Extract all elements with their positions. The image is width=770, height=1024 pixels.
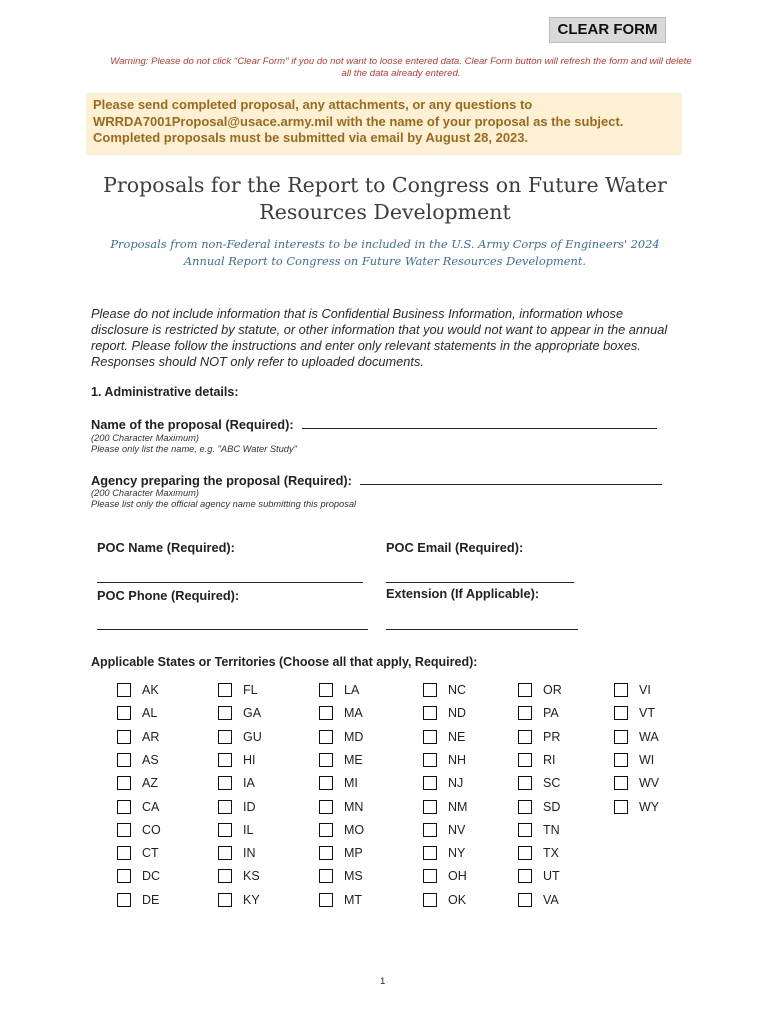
state-label-id: ID [243,799,256,814]
state-label-wy: WY [639,799,660,814]
state-label-me: ME [344,752,363,767]
state-checkbox-wa[interactable] [614,730,628,744]
state-label-hi: HI [243,752,256,767]
state-checkbox-gu[interactable] [218,730,232,744]
state-checkbox-va[interactable] [518,893,532,907]
state-label-az: AZ [142,776,158,791]
poc-name-field[interactable] [97,582,363,583]
state-label-ma: MA [344,706,363,721]
state-checkbox-nv[interactable] [423,823,437,837]
state-checkbox-wy[interactable] [614,800,628,814]
extension-field[interactable] [386,629,578,630]
state-checkbox-sd[interactable] [518,800,532,814]
state-checkbox-oh[interactable] [423,869,437,883]
state-checkbox-md[interactable] [319,730,333,744]
state-label-ar: AR [142,729,160,744]
state-checkbox-or[interactable] [518,683,532,697]
state-checkbox-dc[interactable] [117,869,131,883]
agency-label: Agency preparing the proposal (Required): [91,473,352,488]
proposal-name-field[interactable] [302,416,657,429]
state-checkbox-pr[interactable] [518,730,532,744]
clear-form-button[interactable]: CLEAR FORM [549,17,666,43]
state-label-pr: PR [543,729,561,744]
page-subtitle: Proposals from non-Federal interests to be included in the U.S. Army Corps of Engineers' 2024 Annual Report to Congress on Future Water Resources Development. [110,237,660,268]
state-checkbox-az[interactable] [117,776,131,790]
state-checkbox-sc[interactable] [518,776,532,790]
state-label-ok: OK [448,892,467,907]
state-checkbox-nj[interactable] [423,776,437,790]
state-checkbox-ky[interactable] [218,893,232,907]
state-checkbox-id[interactable] [218,800,232,814]
state-label-nh: NH [448,752,467,767]
state-label-mt: MT [344,892,363,907]
state-label-vt: VT [639,706,655,721]
state-checkbox-vt[interactable] [614,706,628,720]
state-label-pa: PA [543,706,559,721]
state-label-wv: WV [639,776,660,791]
state-label-ct: CT [142,846,159,861]
state-checkbox-ny[interactable] [423,846,437,860]
state-checkbox-al[interactable] [117,706,131,720]
clear-form-warning: Warning: Please do not click "Clear Form" if you do not want to loose entered data. Clear Form button will refresh the form and will delete all the data already entered. [110,56,692,79]
state-label-oh: OH [448,869,467,884]
state-label-tn: TN [543,822,560,837]
state-label-va: VA [543,892,559,907]
agency-field[interactable] [360,472,662,485]
state-checkbox-ma[interactable] [319,706,333,720]
state-label-in: IN [243,846,256,861]
state-checkbox-me[interactable] [319,753,333,767]
state-checkbox-ar[interactable] [117,730,131,744]
poc-email-label: POC Email (Required): [386,540,524,555]
state-label-ky: KY [243,892,260,907]
state-label-dc: DC [142,869,161,884]
page-number: 1 [380,976,386,987]
state-checkbox-nm[interactable] [423,800,437,814]
state-checkbox-ms[interactable] [319,869,333,883]
proposal-name-hint-limit: (200 Character Maximum) [91,433,199,443]
state-label-ks: KS [243,869,260,884]
state-label-sd: SD [543,799,561,814]
state-label-ny: NY [448,846,466,861]
state-label-de: DE [142,892,160,907]
state-label-nd: ND [448,706,467,721]
state-label-fl: FL [243,683,258,697]
state-checkbox-hi[interactable] [218,753,232,767]
state-label-mn: MN [344,799,364,814]
proposal-name-hint-example: Please only list the name, e.g. "ABC Water Study" [91,444,297,454]
state-label-vi: VI [639,683,651,697]
state-label-nv: NV [448,822,466,837]
state-label-as: AS [142,752,159,767]
state-label-nj: NJ [448,776,464,791]
proposal-name-row [91,416,671,434]
state-checkbox-ia[interactable] [218,776,232,790]
state-label-ia: IA [243,776,255,791]
state-checkbox-vi[interactable] [614,683,628,697]
state-label-co: CO [142,822,161,837]
state-label-la: LA [344,683,360,697]
state-label-tx: TX [543,846,559,861]
extension-label: Extension (If Applicable): [386,586,540,601]
state-checkbox-ut[interactable] [518,869,532,883]
state-label-nc: NC [448,683,467,697]
state-label-ri: RI [543,752,556,767]
state-label-gu: GU [243,729,262,744]
state-label-ga: GA [243,706,262,721]
state-checkbox-tx[interactable] [518,846,532,860]
state-label-ca: CA [142,799,160,814]
state-checkbox-de[interactable] [117,893,131,907]
state-checkbox-la[interactable] [319,683,333,697]
admin-section-heading: 1. Administrative details: [91,385,239,399]
state-checkbox-tn[interactable] [518,823,532,837]
poc-phone-field[interactable] [97,629,368,630]
state-checkbox-nh[interactable] [423,753,437,767]
state-label-sc: SC [543,776,561,791]
state-label-ak: AK [142,683,159,697]
poc-email-field[interactable] [386,582,574,583]
submission-notice: Please send completed proposal, any attachments, or any questions to WRRDA7001Proposal@usace.army.mil with the name of your proposal as the subject. Completed proposals must be submitted via email by August 28, 2023. [86,93,682,155]
state-checkbox-ak[interactable] [117,683,131,697]
state-label-ut: UT [543,869,560,884]
state-checkbox-ca[interactable] [117,800,131,814]
proposal-name-label: Name of the proposal (Required): [91,417,294,432]
state-checkbox-co[interactable] [117,823,131,837]
state-label-md: MD [344,729,364,744]
state-checkbox-nd[interactable] [423,706,437,720]
state-checkbox-mp[interactable] [319,846,333,860]
state-checkbox-mi[interactable] [319,776,333,790]
state-label-al: AL [142,706,158,721]
agency-hint-limit: (200 Character Maximum) [91,488,199,498]
state-checkbox-fl[interactable] [218,683,232,697]
state-checkbox-ri[interactable] [518,753,532,767]
state-checkbox-ok[interactable] [423,893,437,907]
state-checkbox-wi[interactable] [614,753,628,767]
state-checkbox-wv[interactable] [614,776,628,790]
page-title: Proposals for the Report to Congress on Future Water Resources Development [103,173,667,224]
state-checkbox-mn[interactable] [319,800,333,814]
state-label-wi: WI [639,752,655,767]
state-checkbox-mo[interactable] [319,823,333,837]
state-checkbox-nc[interactable] [423,683,437,697]
state-label-ne: NE [448,729,466,744]
state-label-mi: MI [344,776,358,791]
state-checkbox-as[interactable] [117,753,131,767]
state-label-or: OR [543,683,562,697]
state-checkbox-ne[interactable] [423,730,437,744]
agency-hint-official: Please list only the official agency name submitting this proposal [91,499,357,509]
state-label-nm: NM [448,799,468,814]
state-checkbox-ga[interactable] [218,706,232,720]
state-label-ms: MS [344,869,363,884]
state-checkbox-il[interactable] [218,823,232,837]
states-heading: Applicable States or Territories (Choose all that apply, Required): [91,655,478,669]
state-checkbox-mt[interactable] [319,893,333,907]
state-label-il: IL [243,822,254,837]
state-label-mp: MP [344,846,363,861]
poc-phone-label: POC Phone (Required): [97,588,240,603]
poc-name-label: POC Name (Required): [97,540,235,555]
intro-paragraph: Please do not include information that is Confidential Business Information, information whose disclosure is restricted by statute, or other information that you would not want to appear in the annual report. Please follow the instructions and enter only relevant statements in the appropriate boxes. Responses should NOT only refer to uploaded documents. [91,306,668,369]
state-label-mo: MO [344,822,365,837]
state-checkbox-pa[interactable] [518,706,532,720]
state-checkbox-in[interactable] [218,846,232,860]
state-label-wa: WA [639,729,659,744]
state-checkbox-ks[interactable] [218,869,232,883]
state-checkbox-ct[interactable] [117,846,131,860]
